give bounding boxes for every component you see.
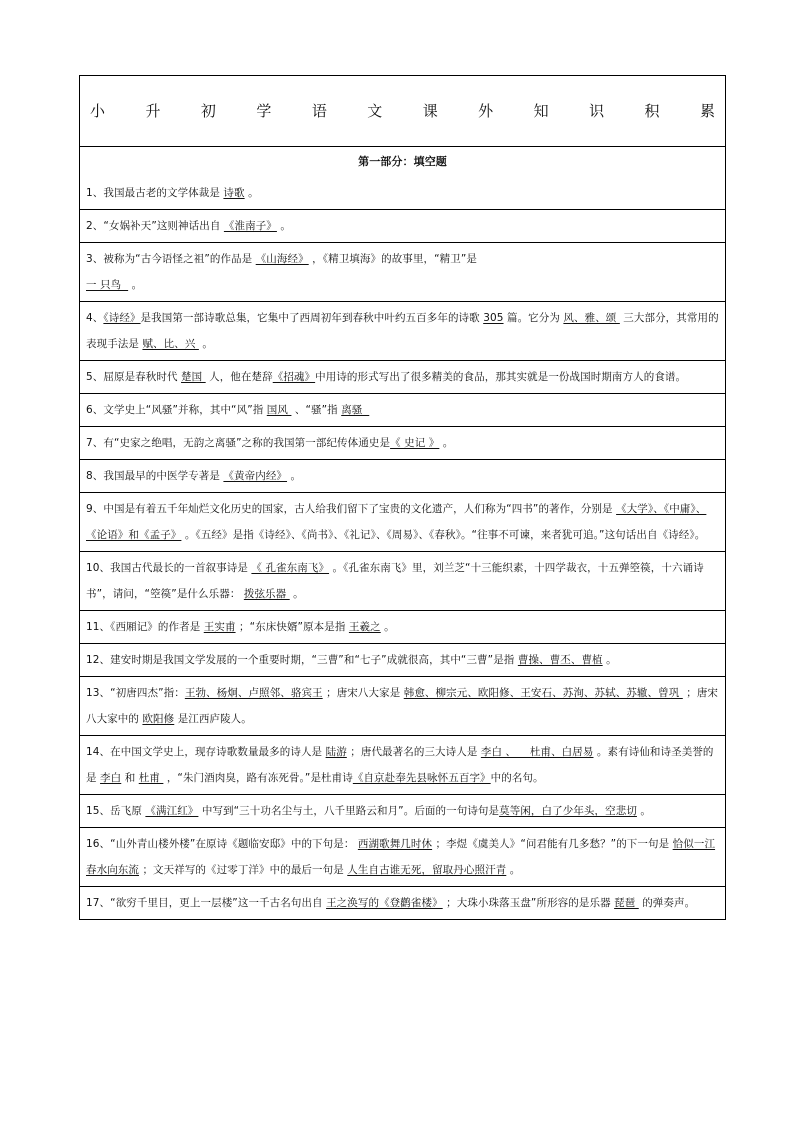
question-row-q16 <box>80 827 725 886</box>
question-row-q5 <box>80 360 725 393</box>
answer-text: 《 史记 》 <box>390 437 440 449</box>
question-row-q9 <box>80 492 725 551</box>
question-row-q8 <box>80 459 725 492</box>
question-text: ；大珠小珠落玉盘”所形容的是乐器 <box>442 897 615 909</box>
answer-text: 莫等闲，白了少年头，空悲切 <box>499 805 637 817</box>
title-char: 文 <box>367 102 383 120</box>
question-text: 中写到“三十功名尘与土，八千里路云和月”。后面的一句诗句是 <box>198 805 500 817</box>
question-text: 。 <box>244 187 259 199</box>
question-row-q17 <box>80 886 725 919</box>
question-row-q3 <box>80 242 725 301</box>
answer-text: 一 只鸟 <box>86 279 129 291</box>
question-text: 三大部分，其常用的表现手法是 <box>86 312 719 350</box>
answer-text: 诗歌 <box>223 187 245 199</box>
question-text: 。《孔雀东南飞》里，刘兰芝“十三能织素，十四学裁衣，十五弹箜篌，十六诵诗书”，请问，“箜篌”是什么乐器： <box>86 562 704 600</box>
answer-text: 西湖歌舞几时休 <box>357 838 433 850</box>
question-text: 16、“山外青山楼外楼”在原诗《题临安邸》中的下句是： <box>86 838 358 850</box>
answer-text: 《诗经》 <box>103 312 141 324</box>
page-title <box>80 76 725 146</box>
question-text: 1、我国最古老的文学体裁是 <box>86 187 224 199</box>
question-text: 14、在中国文学史上，现存诗歌数量最多的诗人是 <box>86 746 326 758</box>
question-text: 。 <box>506 864 521 876</box>
question-text: 是我国第一部诗歌总集，它集中了西周初年到春秋中叶约五百多年的诗歌 <box>140 312 484 324</box>
question-text: ，《精卫填海》的故事里，“精卫”是 <box>308 253 477 265</box>
question-row-q10 <box>80 551 725 610</box>
answer-text: 杜甫 <box>138 772 164 784</box>
question-text: ；文天祥写的《过零丁洋》中的最后一句是 <box>139 864 348 876</box>
question-row-q2 <box>80 209 725 242</box>
question-text: ；唐宋八大家是 <box>322 687 404 699</box>
question-text: 。 <box>287 470 302 482</box>
question-text: 5、屈原是春秋时代 <box>86 371 182 383</box>
answer-text: 国风 <box>266 404 292 416</box>
question-text: 15、岳飞原 <box>86 805 146 817</box>
title-char: 累 <box>699 102 715 120</box>
question-text: 、“骚”指 <box>291 404 342 416</box>
title-char: 升 <box>145 102 161 120</box>
question-text: 7、有“史家之绝唱，无韵之离骚”之称的我国第一部纪传体通史是 <box>86 437 391 449</box>
title-char: 学 <box>256 102 272 120</box>
answer-text: 《山海经》 <box>255 253 309 265</box>
answer-text: 恰似一江春水向东流 <box>86 838 716 876</box>
answer-text: 赋、比、兴 <box>142 338 199 350</box>
question-text: 9、中国是有着五千年灿烂文化历史的国家，古人给我们留下了宝贵的文化遗产，人们称为“四书”的著作，分别是 <box>86 503 617 515</box>
question-row-q6 <box>80 393 725 426</box>
question-text: 人，他在楚辞 <box>205 371 273 383</box>
question-text: 。 <box>289 588 304 600</box>
question-text: 是江西庐陵人。 <box>174 713 252 725</box>
question-text: ；唐代最著名的三大诗人是 <box>346 746 481 758</box>
question-text: 10、我国古代最长的一首叙事诗是 <box>86 562 252 574</box>
question-row-q14 <box>80 735 725 794</box>
question-row-q1 <box>80 177 725 209</box>
title-char: 初 <box>200 102 216 120</box>
question-text: ；唐宋八大家中的 <box>86 687 719 725</box>
answer-text: 王羲之 <box>348 621 381 633</box>
question-text: 和 <box>121 772 139 784</box>
answer-text: 《招魂》 <box>272 371 316 383</box>
question-text: 。《五经》是指《诗经》、《尚书》、《礼记》、《周易》、《春秋》。“往事不可谏，来者犹可追。”这句话出自《诗经》。 <box>181 529 706 541</box>
title-char: 积 <box>644 102 660 120</box>
question-text: 2、“女娲补天”这则神话出自 <box>86 220 224 232</box>
question-text: 。素有诗仙和诗圣美誉的是 <box>86 746 714 784</box>
question-text: 。 <box>198 338 213 350</box>
title-char: 课 <box>422 102 438 120</box>
title-char: 语 <box>311 102 327 120</box>
answer-text: 琵琶 <box>614 897 639 909</box>
answer-text: 《大学》、《中庸》、《论语》和《孟子》 <box>86 503 707 541</box>
question-text: 17、“欲穷千里目，更上一层楼”这一千古名句出自 <box>86 897 327 909</box>
question-text: 8、我国最早的中医学专著是 <box>86 470 224 482</box>
question-text: 。 <box>636 805 651 817</box>
question-text: 的弹奏声。 <box>638 897 696 909</box>
answer-text: 人生自古谁无死，留取丹心照汗青 <box>347 864 507 876</box>
question-row-q7 <box>80 426 725 459</box>
title-char: 小 <box>90 102 106 120</box>
question-text: 。 <box>602 654 617 666</box>
question-text: 12、建安时期是我国文学发展的一个重要时期，“三曹”和“七子”成就很高，其中“三曹”是指 <box>86 654 518 666</box>
question-row-q13 <box>80 676 725 735</box>
answer-text: 王实甫 <box>203 621 236 633</box>
answer-text: 韩愈、柳宗元、欧阳修、王安石、苏洵、苏轼、苏辙、曾巩 <box>403 687 683 699</box>
title-char: 外 <box>478 102 494 120</box>
answer-text: 王之涣写的《登鹳雀楼》 <box>326 897 443 909</box>
section-heading: 第一部分：填空题 <box>80 146 725 177</box>
answer-text: 李白 <box>100 772 122 784</box>
question-row-q4 <box>80 301 725 360</box>
question-text: 中的名句。 <box>490 772 544 784</box>
answer-text: 王勃、杨炯、卢照邻、骆宾王 <box>184 687 323 699</box>
question-text: 。 <box>439 437 454 449</box>
question-list <box>80 177 725 919</box>
question-text: 4、 <box>86 312 104 324</box>
question-text: ，“朱门酒肉臭，路有冻死骨。”是杜甫诗 <box>163 772 353 784</box>
question-text: 中用诗的形式写出了很多精美的食品，那其实就是一份战国时期南方人的食谱。 <box>315 371 687 383</box>
question-text: 6、文学史上“风骚”并称，其中“风”指 <box>86 404 267 416</box>
document-table <box>79 75 726 920</box>
answer-text: 《自京赴奉先县咏怀五百字》 <box>352 772 491 784</box>
question-row-q15 <box>80 794 725 827</box>
answer-text: 离骚 <box>341 404 370 416</box>
question-text: 3、被称为“古今语怪之祖”的作品是 <box>86 253 256 265</box>
question-text: 。 <box>276 220 291 232</box>
question-text: 13、“初唐四杰”指： <box>86 687 185 699</box>
question-row-q11 <box>80 610 725 643</box>
question-text: 篇。它分为 <box>503 312 564 324</box>
question-text: ；李煜《虞美人》“问君能有几多愁？”的下一句是 <box>432 838 673 850</box>
answer-text: 《 孔雀东南飞》 <box>251 562 330 574</box>
answer-text: 《淮南子》 <box>223 220 277 232</box>
answer-text: 风、雅、颂 <box>563 312 620 324</box>
answer-text: 楚国 <box>181 371 206 383</box>
question-text: 11、《西厢记》的作者是 <box>86 621 204 633</box>
answer-text: 李白 、 杜甫、白居易 <box>480 746 594 758</box>
question-text: ；“东床快婿”原本是指 <box>235 621 349 633</box>
answer-text: 拨弦乐器 <box>243 588 290 600</box>
question-text: 。 <box>128 279 143 291</box>
question-row-q12 <box>80 643 725 676</box>
title-char: 知 <box>533 102 549 120</box>
answer-text: 305 <box>483 312 504 324</box>
answer-text: 曹操、曹丕、曹植 <box>517 654 603 666</box>
answer-text: 《黄帝内经》 <box>223 470 288 482</box>
answer-text: 欧阳修 <box>142 713 175 725</box>
answer-text: 陆游 <box>325 746 347 758</box>
question-text: 。 <box>380 621 395 633</box>
title-char: 识 <box>589 102 605 120</box>
answer-text: 《满江红》 <box>145 805 199 817</box>
